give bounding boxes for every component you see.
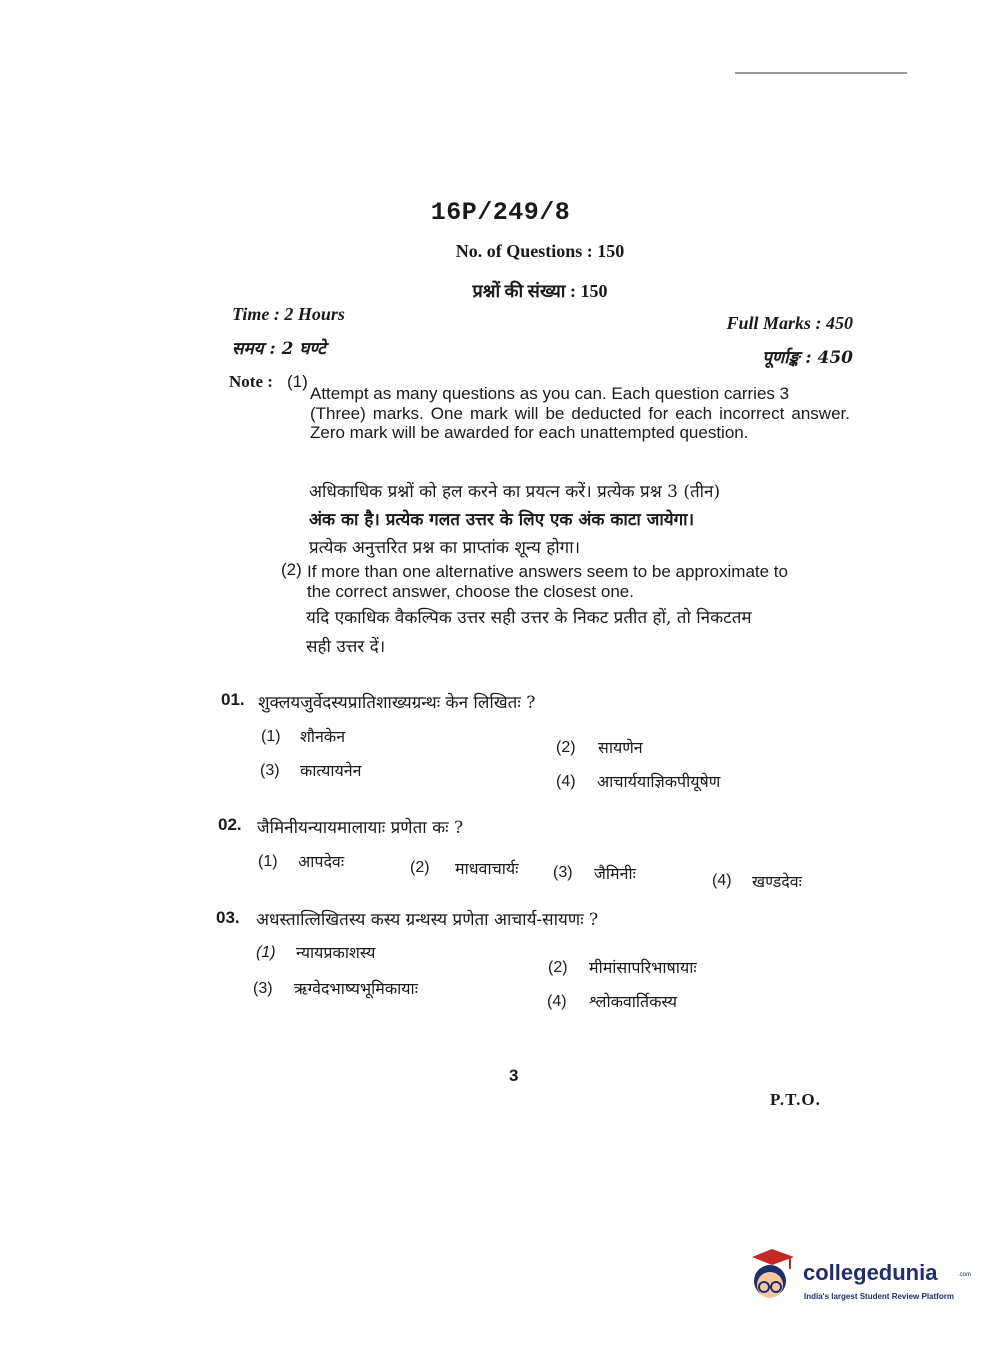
note-2-hi-line1: यदि एकाधिक वैकल्पिक उत्तर सही उत्तर के निकट प्रतीत हों, तो निकटतम	[306, 608, 752, 628]
page-number: 3	[509, 1066, 519, 1085]
option-text: आपदेवः	[298, 852, 345, 871]
option-number: (1)	[256, 944, 276, 961]
question-text: शुक्लयजुर्वेदस्यप्रातिशाख्यग्रन्थः केन लिखितः ?	[258, 693, 536, 713]
logo-tagline: India's largest Student Review Platform	[804, 1292, 954, 1301]
question-number: 01.	[221, 690, 245, 709]
note-label: Note :	[229, 372, 273, 391]
option-text: शौनकेन	[300, 727, 346, 746]
note-1-hi-line3: प्रत्येक अनुत्तरित प्रश्न का प्राप्तांक शून्य होगा।	[309, 538, 581, 558]
pto-label: P.T.O.	[770, 1090, 821, 1109]
note-1-hi-line1: अधिकाधिक प्रश्नों को हल करने का प्रयत्न करें। प्रत्येक प्रश्न 3 (तीन)	[309, 482, 721, 502]
option-number: (4)	[712, 872, 732, 889]
option-text: ऋग्वेदभाष्यभूमिकायाः	[294, 979, 418, 998]
time-en: Time : 2 Hours	[232, 304, 345, 324]
full-marks-en: Full Marks : 450	[726, 313, 853, 333]
note-2-en-line1: If more than one alternative answers seem to be approximate to	[307, 562, 788, 581]
logo-brand-text: collegedunia	[803, 1260, 938, 1285]
option-text: माधवाचार्यः	[455, 859, 519, 878]
option-number: (3)	[253, 980, 273, 997]
option-number: (4)	[556, 773, 576, 790]
option-number: (1)	[258, 853, 278, 870]
option-number: (1)	[261, 728, 281, 745]
note-2-en-line2: the correct answer, choose the closest one.	[307, 582, 634, 601]
logo-domain-text: .com	[958, 1272, 972, 1278]
option-number: (3)	[553, 864, 573, 881]
option-text: कात्यायनेन	[300, 761, 362, 780]
question-text: जैमिनीयन्यायमालायाः प्रणेता कः ?	[257, 818, 464, 838]
top-rule	[735, 72, 907, 74]
num-questions-en: No. of Questions : 150	[455, 241, 625, 261]
note-1-number: (1)	[287, 372, 308, 391]
question-number: 03.	[216, 908, 240, 927]
note-1-en-rest: (Three) marks. One mark will be deducted for each incorrect answer. Zero mark will be awarded for each unattempted question.	[310, 404, 850, 442]
full-marks-hi: पूर्णाङ्क : 450	[762, 348, 853, 368]
option-number: (3)	[260, 762, 280, 779]
option-text: श्लोकवार्तिकस्य	[589, 992, 677, 1011]
paper-code: 16P/249/8	[430, 198, 571, 227]
option-text: जैमिनीः	[594, 864, 636, 883]
note-2-hi-line2: सही उत्तर दें।	[306, 637, 386, 657]
note-2-number: (2)	[281, 560, 302, 579]
option-number: (2)	[410, 859, 430, 876]
num-questions-hi: प्रश्नों की संख्या : 150	[472, 281, 608, 301]
option-number: (2)	[548, 959, 568, 976]
option-text: सायणेन	[598, 738, 643, 757]
option-number: (2)	[556, 739, 576, 756]
option-number: (4)	[547, 993, 567, 1010]
note-1-hi-line2: अंक का है। प्रत्येक गलत उत्तर के लिए एक अंक काटा जायेगा।	[309, 510, 695, 530]
option-text: न्यायप्रकाशस्य	[296, 943, 376, 962]
time-hi: समय : 2 घण्टे	[232, 339, 326, 359]
option-text: आचार्ययाज्ञिकपीयूषेण	[597, 772, 721, 791]
option-text: खण्डदेवः	[752, 872, 802, 891]
option-text: मीमांसापरिभाषायाः	[589, 958, 697, 977]
question-text: अधस्तात्लिखितस्य कस्य ग्रन्थस्य प्रणेता आचार्य-सायणः ?	[256, 910, 599, 930]
question-number: 02.	[218, 815, 242, 834]
note-1-en-line1: Attempt as many questions as you can. Each question carries 3	[310, 384, 790, 403]
